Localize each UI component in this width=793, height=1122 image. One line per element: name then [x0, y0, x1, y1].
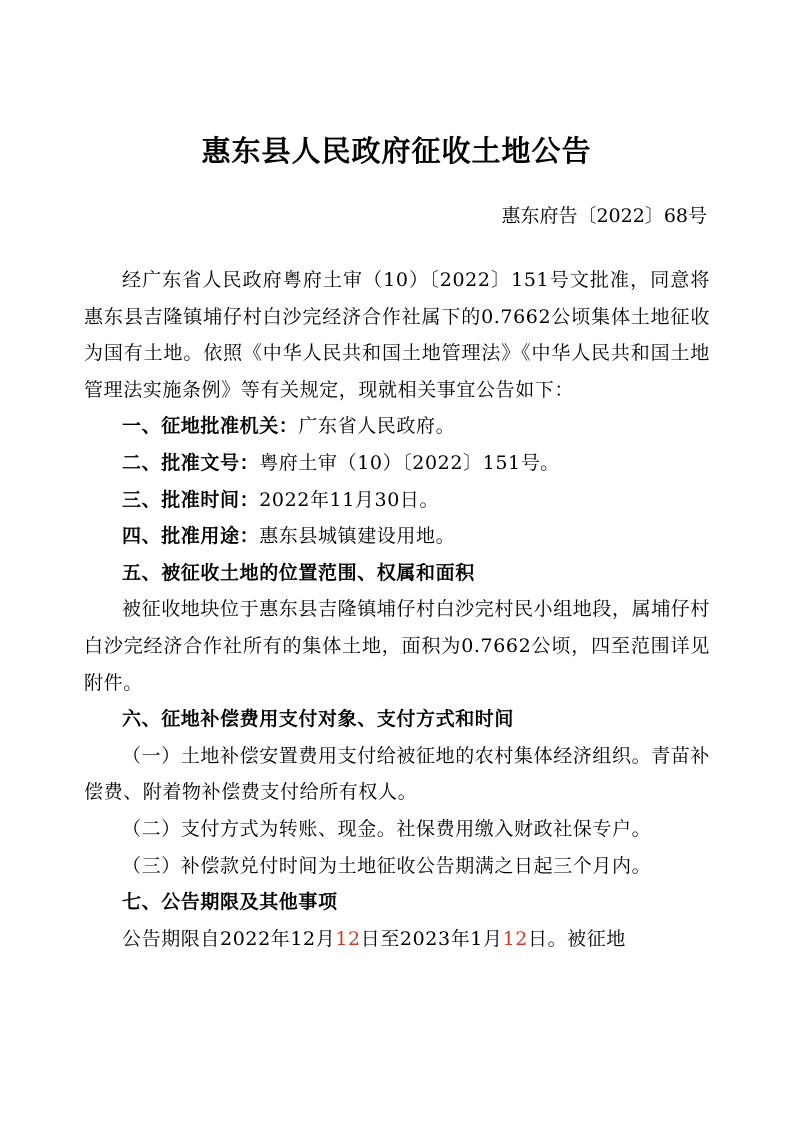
section-6-paragraph-3: （三）补偿款兑付时间为土地征收公告期满之日起三个月内。: [122, 854, 652, 877]
item-approval-number: [84, 445, 710, 482]
section-6-paragraph-2: （二）支付方式为转账、现金。社保费用缴入财政社保专户。: [122, 817, 652, 840]
section-6-paragraph-1: （一）土地补偿安置费用支付给被征地的农村集体经济组织。青苗补偿费、附着物补偿费支付给所有权人。: [84, 744, 711, 804]
item-value: 广东省人民政府。: [298, 415, 456, 438]
section-7-text-part: 公告期限自2022年12月: [122, 927, 336, 950]
section-6-heading: 六、征地补偿费用支付对象、支付方式和时间: [122, 708, 515, 731]
section-7-heading: 七、公告期限及其他事项: [122, 891, 338, 914]
item-label: 二、批准文号：: [122, 451, 260, 474]
item-approval-purpose: [84, 518, 710, 555]
document-number: 惠东府告〔2022〕68号: [501, 205, 707, 227]
section-5-heading: 五、被征收土地的位置范围、权属和面积: [122, 561, 475, 584]
section-7-text-part: 日。被征地: [527, 927, 626, 950]
highlighted-day: 12: [502, 927, 528, 950]
item-approval-date: [84, 482, 710, 519]
intro-paragraph: 经广东省人民政府粤府土审（10）〔2022〕151号文批准，同意将惠东县吉隆镇埔仔村白沙完经济合作社属下的0.7662公顷集体土地征收为国有土地。依照《中华人民共和国土地管理法》《中华人民共和国土地管理法实施条例》等有关规定，现就相关事宜公告如下：: [84, 269, 710, 401]
section-7-text: [84, 921, 710, 958]
section-5-text: 被征收地块位于惠东县吉隆镇埔仔村白沙完村民小组地段，属埔仔村白沙完经济合作社所有的集体土地，面积为0.7662公顷，四至范围详见附件。: [84, 598, 711, 694]
item-label: 三、批准时间：: [122, 488, 260, 511]
page-title: 惠东县人民政府征收土地公告: [201, 134, 592, 168]
document-body: [84, 262, 710, 957]
section-7-text-part: 日至2023年1月: [360, 927, 503, 950]
item-value: 2022年11月30日。: [259, 488, 440, 511]
item-label: 四、批准用途：: [122, 525, 260, 548]
item-value: 粤府土审（10）〔2022〕151号。: [259, 451, 560, 474]
item-label: 一、征地批准机关：: [122, 415, 299, 438]
highlighted-day: 12: [335, 927, 361, 950]
item-value: 惠东县城镇建设用地。: [259, 525, 456, 548]
item-approval-authority: [84, 408, 710, 445]
